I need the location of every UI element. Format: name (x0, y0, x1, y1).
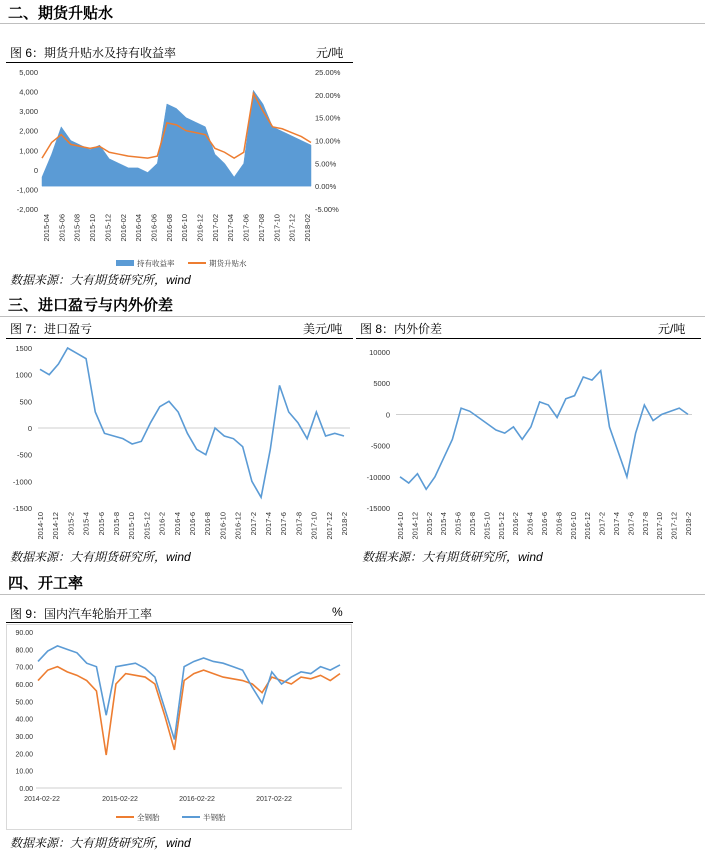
fig7-x-tick: 2015-6 (96, 512, 106, 536)
fig8-x-tick: 2014-12 (410, 512, 420, 540)
fig6-yleft-tick: 1,000 (19, 146, 38, 156)
fig9-x-tick: 2014-02-22 (24, 796, 60, 803)
fig8-x-tick: 2014-10 (396, 512, 405, 540)
fig9-x-tick: 2015-02-22 (102, 796, 138, 803)
fig7-x-tick: 2016-4 (172, 512, 182, 536)
fig6-yleft-tick: 4,000 (19, 87, 38, 97)
fig6-title: 图 6：期货升贴水及持有收益率 (10, 46, 177, 60)
fig6-x-tick: 2017-12 (287, 214, 297, 242)
fig6-yright-tick: 5.00% (315, 159, 337, 169)
fig6-x-tick: 2017-06 (241, 214, 251, 242)
fig7-x-tick: 2014-10 (36, 512, 45, 540)
fig8-x-tick: 2016-2 (511, 512, 521, 536)
fig6-x-tick: 2016-10 (180, 214, 190, 242)
fig9-y-tick: 80.00 (15, 647, 33, 655)
fig9-unit: % (332, 605, 343, 619)
fig7-x-tick: 2017-8 (294, 512, 304, 536)
fig8-x-tick: 2016-4 (525, 512, 535, 536)
fig6-legend-swatch-yield (116, 260, 134, 266)
fig9-source: 数据来源：大有期货研究所，wind (10, 836, 191, 850)
fig9-legend-label: 全钢胎 (137, 813, 160, 822)
fig7-x-tick: 2015-4 (81, 512, 91, 536)
fig8-source: 数据来源：大有期货研究所，wind (362, 550, 543, 564)
fig6-yright-tick: 0.00% (315, 182, 337, 192)
fig6-source: 数据来源：大有期货研究所，wind (10, 273, 191, 287)
fig7-title: 图 7：进口盈亏 (10, 322, 93, 336)
fig6-yright-tick: -5.00% (315, 205, 339, 214)
fig9-y-tick: 40.00 (15, 716, 33, 724)
fig6-yleft-tick: 0 (33, 165, 38, 175)
fig8-y-tick: -10000 (366, 472, 390, 482)
section-divider (0, 23, 705, 24)
fig6-x-tick: 2016-04 (134, 214, 144, 242)
fig6-yright-tick: 15.00% (315, 113, 341, 123)
fig6-x-tick: 2016-02 (118, 214, 128, 242)
fig8-chart (356, 340, 701, 544)
fig7-y-tick: 500 (19, 397, 32, 407)
fig7-source: 数据来源：大有期货研究所，wind (10, 550, 191, 564)
fig6-yleft-tick: -1,000 (16, 185, 38, 195)
fig6-yright-tick: 25.00% (315, 68, 341, 77)
fig9-y-tick: 20.00 (15, 751, 33, 759)
fig6-x-tick: 2017-02 (210, 214, 220, 242)
fig9-series-semi-steel-line (38, 646, 340, 740)
fig6-yleft-tick: 5,000 (19, 68, 38, 77)
fig8-x-tick: 2015-2 (424, 512, 434, 536)
fig8-x-tick: 2016-12 (583, 512, 593, 540)
fig8-x-tick: 2017-12 (669, 512, 679, 540)
fig8-x-tick: 2016-10 (568, 512, 578, 540)
fig8-y-tick: 5000 (373, 379, 390, 389)
fig8-x-tick: 2016-6 (540, 512, 549, 536)
fig9-legend-label: 半钢胎 (203, 813, 226, 822)
fig9-y-tick: 60.00 (15, 682, 33, 689)
section-title-import-profit: 三、进口盈亏与内外价差 (8, 297, 174, 314)
fig6-x-tick: 2016-06 (149, 214, 159, 242)
fig6-legend-label: 持有收益率 (137, 259, 175, 268)
fig8-x-tick: 2015-4 (439, 512, 449, 536)
fig6-yleft-tick: -2,000 (16, 205, 38, 214)
fig7-x-tick: 2014-12 (51, 512, 61, 540)
fig7-y-tick: 1500 (15, 344, 32, 353)
fig6-x-tick: 2015-10 (88, 214, 98, 242)
fig6-yright-tick: 10.00% (315, 136, 341, 146)
fig7-x-tick: 2015-8 (112, 512, 121, 536)
fig8-x-tick: 2015-8 (468, 512, 477, 536)
fig6-yleft-tick: 3,000 (19, 107, 38, 117)
fig6-x-tick: 2017-10 (272, 214, 282, 242)
fig6-x-tick: 2017-08 (256, 214, 266, 242)
fig7-x-tick: 2016-8 (203, 512, 213, 536)
fig6-x-tick: 2018-02 (303, 214, 312, 242)
fig6-x-tick: 2016-12 (195, 214, 205, 242)
fig7-y-tick: 1000 (15, 370, 32, 380)
fig7-x-tick: 2017-12 (324, 512, 334, 540)
fig6-x-tick: 2016-08 (164, 214, 174, 242)
fig9-title-rule (6, 622, 353, 623)
fig9-x-tick: 2016-02-22 (179, 796, 215, 803)
fig7-x-tick: 2016-10 (218, 512, 228, 540)
fig9-y-tick: 70.00 (15, 664, 33, 672)
fig7-x-tick: 2015-10 (127, 512, 137, 540)
fig8-title-rule (356, 338, 701, 339)
fig6-x-tick: 2015-06 (57, 214, 67, 242)
fig6-chart (6, 64, 358, 274)
fig8-x-tick: 2015-10 (482, 512, 492, 540)
fig8-x-tick: 2016-8 (554, 512, 564, 536)
fig6-yright-tick: 20.00% (315, 90, 341, 100)
fig7-x-tick: 2017-2 (248, 512, 258, 536)
fig7-x-tick: 2017-10 (309, 512, 319, 540)
fig9-y-tick: 30.00 (15, 734, 33, 741)
fig9-y-tick: 10.00 (15, 768, 33, 776)
fig6-series-holding-yield-area (42, 90, 311, 186)
fig6-title-rule (6, 62, 353, 63)
section-divider (0, 594, 705, 595)
fig9-series-all-steel-line (38, 667, 340, 755)
fig7-series-line (40, 348, 344, 497)
fig6-x-tick: 2015-04 (42, 214, 51, 242)
fig8-y-tick: 0 (385, 410, 390, 420)
fig7-x-tick: 2018-2 (340, 512, 349, 536)
fig8-title: 图 8：内外价差 (360, 322, 443, 336)
fig7-y-tick: 0 (27, 424, 32, 433)
fig9-title: 图 9：国内汽车轮胎开工率 (10, 607, 153, 621)
fig8-y-tick: 10000 (369, 348, 390, 357)
fig7-x-tick: 2015-12 (142, 512, 152, 540)
fig9-chart (6, 624, 352, 830)
fig7-title-rule (6, 338, 353, 339)
fig8-y-tick: -5000 (370, 441, 390, 451)
section-title-futures-basis: 二、期货升贴水 (8, 5, 114, 22)
fig7-x-tick: 2017-4 (264, 512, 273, 536)
fig8-x-tick: 2015-6 (453, 512, 463, 536)
fig8-x-tick: 2017-4 (612, 512, 621, 536)
fig7-chart (6, 340, 358, 544)
section-divider (0, 316, 705, 317)
fig8-x-tick: 2017-2 (597, 512, 607, 536)
fig7-x-tick: 2016-6 (188, 512, 197, 536)
fig6-unit: 元/吨 (316, 46, 344, 60)
fig6-x-tick: 2015-08 (72, 214, 82, 242)
fig6-yleft-tick: 2,000 (19, 126, 38, 136)
fig6-x-tick: 2015-12 (103, 214, 113, 242)
fig7-unit: 美元/吨 (303, 322, 343, 336)
fig7-x-tick: 2017-6 (279, 512, 289, 536)
fig7-x-tick: 2016-12 (233, 512, 243, 540)
section-title-operating-rate: 四、开工率 (8, 575, 84, 592)
fig8-x-tick: 2017-10 (655, 512, 665, 540)
fig9-y-tick: 50.00 (15, 699, 33, 707)
fig8-series-line (400, 371, 688, 490)
fig8-x-tick: 2015-12 (496, 512, 506, 540)
fig8-y-tick: -15000 (366, 504, 390, 513)
fig7-x-tick: 2016-2 (157, 512, 167, 536)
fig8-x-tick: 2018-2 (684, 512, 693, 536)
fig7-y-tick: -1000 (12, 477, 32, 487)
fig9-y-tick: 90.00 (15, 630, 33, 637)
fig6-x-tick: 2017-04 (226, 214, 236, 242)
fig8-x-tick: 2017-6 (626, 512, 636, 536)
fig8-x-tick: 2017-8 (640, 512, 650, 536)
fig9-y-tick: 0.00 (19, 786, 33, 793)
fig7-y-tick: -1500 (12, 504, 32, 513)
fig9-x-tick: 2017-02-22 (256, 796, 292, 803)
fig7-y-tick: -500 (16, 450, 32, 460)
fig8-unit: 元/吨 (658, 322, 686, 336)
fig7-x-tick: 2015-2 (66, 512, 76, 536)
fig6-legend-label: 期货升贴水 (209, 259, 247, 268)
